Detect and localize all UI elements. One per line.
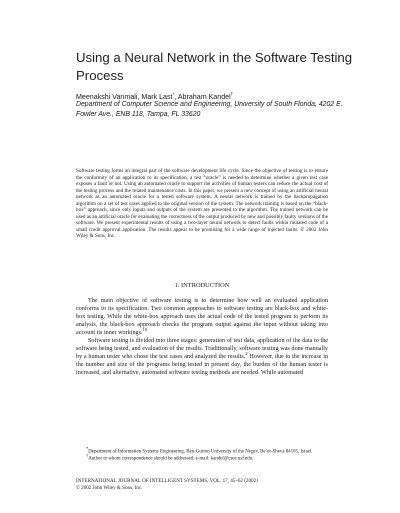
paragraph <box>76 337 328 377</box>
body-text <box>76 297 328 377</box>
author-2-footnote-mark: * <box>172 91 175 97</box>
author-2: Mark Last <box>141 93 173 101</box>
reference-mark: 2 <box>245 351 248 357</box>
footnote-text: Department of Information Systems Engineering, Ben-Gurion University of the Negev, Be’er-Sheva 84105, Israel. <box>88 449 313 455</box>
copyright-line: © 2002 John Wiley & Sons, Inc. <box>76 484 143 491</box>
affiliation: Department of Computer Science and Engineering, University of South Florida, 4202 E. Fowler Ave., ENB 118, Tampa, FL 33620 <box>76 101 343 118</box>
author-1: Meenakshi Vanmali, <box>76 93 140 101</box>
abstract: Software testing forms an integral part of the software development life cycle. Since the objective of testing is to ensure the conformity of an application to its specification, a test “oracle” is needed to determine whether a given test case exposes a fault or not. Using an automated oracle to support the activities of human testers can reduce the actual cost of the testing process and the related maintenance costs. In this paper, we present a new concept of using an artificial neural network as an automated oracle for a tested software system. A neural network is trained by the backpropagation algorithm on a set of test cases applied to the original version of the system. The network training is based on the “black-box” approach, since only inputs and outputs of the system are presented to the algorithm. The trained network can be used as an artificial oracle for evaluating the correctness of the output produced by new and possibly faulty versions of the software. We present experimental results of using a two-layer neural network to detect faults within mutated code of a small credit approval application. The results appear to be promising for a wide range of injected faults. © 2002 John Wiley & Sons, Inc. <box>76 168 328 240</box>
paragraph <box>76 297 328 337</box>
paragraph-text: Software testing is divided into three stages: generation of test data, application of the data to the software being tested, and evaluation of the results. Traditionally, software testing was done manually by a human tester who chose the test cases and analyzed the results. <box>76 338 328 361</box>
author-3-footnote-mark: † <box>230 91 234 97</box>
footnotes <box>76 446 328 463</box>
journal-citation <box>76 478 328 492</box>
footnote-text: Author to whom correspondence should be addressed; e-mail: kandel@csee.usf.edu. <box>88 456 254 462</box>
journal-line: INTERNATIONAL JOURNAL OF INTELLIGENT SYSTEMS, VOL. 17, 45–62 (2002) <box>76 478 258 484</box>
paper-title: Using a Neural Network in the Software Testing Process <box>76 50 353 83</box>
footnote-mark: † <box>86 453 89 459</box>
footnote <box>76 453 328 463</box>
reference-mark: 10 <box>142 327 148 333</box>
footnote-mark: * <box>86 446 89 451</box>
author-3: , Abraham Kandel <box>174 93 231 101</box>
paragraph-text: However, due to the increase in the number and size of the programs being tested in present day, the burden of the human tester is increased, and alternative, automated software testing methods are needed. While automated <box>76 354 328 377</box>
paragraph-text: The main objective of software testing is to determine how well an evaluated application conforms to its specification. Two common approaches to software testing are black-box and white-box testing. While the white-box approach uses the actual code of the tested program to perform its analysis, the black-box approach checks the program output against the input without taking into account its inner workings. <box>76 298 328 337</box>
section-heading: 1. INTRODUCTION <box>174 282 230 289</box>
